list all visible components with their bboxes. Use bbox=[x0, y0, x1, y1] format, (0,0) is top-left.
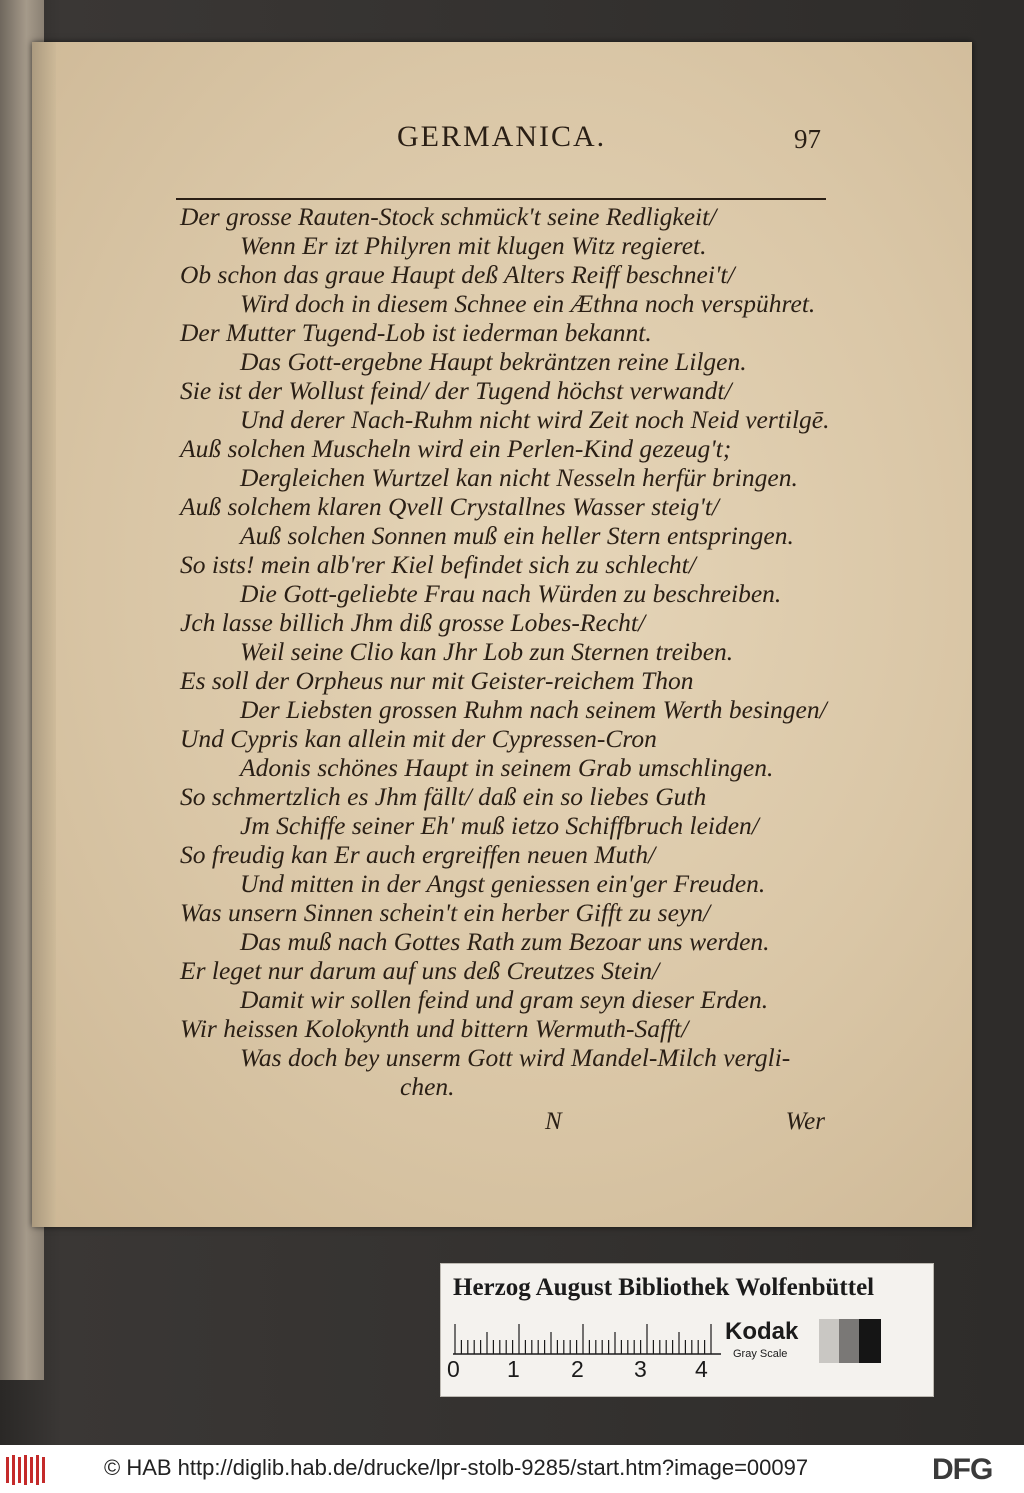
viewer-footer bbox=[0, 1445, 1024, 1493]
verse-line: Das muß nach Gottes Rath zum Bezoar uns werden. bbox=[240, 927, 770, 956]
verse-line: Und Cypris kan allein mit der Cypressen-Cron bbox=[180, 724, 657, 753]
ruler-number: 3 bbox=[634, 1356, 647, 1382]
color-reference-card bbox=[440, 1263, 934, 1397]
verse-line: So freudig kan Er auch ergreiffen neuen Muth/ bbox=[180, 840, 656, 869]
header-rule bbox=[176, 198, 826, 200]
verse-block bbox=[180, 202, 840, 1101]
verse-line: Auß solchem klaren Qvell Crystallnes Wasser steig't/ bbox=[180, 492, 719, 521]
verse-line: Weil seine Clio kan Jhr Lob zun Sternen treiben. bbox=[240, 637, 734, 666]
dfg-logo: DFG bbox=[932, 1453, 993, 1486]
verse-line: Die Gott-geliebte Frau nach Würden zu beschreiben. bbox=[240, 579, 782, 608]
verse-line: chen. bbox=[400, 1072, 455, 1101]
page-spine-shadow bbox=[32, 42, 56, 1227]
running-head: GERMANICA. bbox=[397, 120, 607, 153]
verse-line: Er leget nur darum auf uns deß Creutzes Stein/ bbox=[180, 956, 660, 985]
library-name: Herzog August Bibliothek Wolfenbüttel bbox=[453, 1274, 875, 1301]
ruler-number: 0 bbox=[447, 1356, 460, 1382]
kodak-logo: Kodak bbox=[725, 1318, 799, 1345]
verse-line: Und derer Nach-Ruhm nicht wird Zeit noch Neid vertilgē. bbox=[240, 405, 830, 434]
verse-line: Wird doch in diesem Schnee ein Æthna noch verspühret. bbox=[240, 289, 816, 318]
verse-line: Jch lasse billich Jhm diß grosse Lobes-Recht/ bbox=[180, 608, 646, 637]
verse-line: Adonis schönes Haupt in seinem Grab umschlingen. bbox=[240, 753, 774, 782]
signature-mark: N bbox=[545, 1108, 562, 1135]
verse-line: Der Mutter Tugend-Lob ist iederman bekannt. bbox=[180, 318, 652, 347]
verse-line: Wenn Er izt Philyren mit klugen Witz regieret. bbox=[240, 231, 707, 260]
verse-line: Was unsern Sinnen schein't ein herber Gifft zu seyn/ bbox=[180, 898, 711, 927]
gray-scale-label: Gray Scale bbox=[733, 1348, 788, 1360]
verse-line: Jm Schiffe seiner Eh' muß ietzo Schiffbruch leiden/ bbox=[240, 811, 759, 840]
hab-logo-icon bbox=[6, 1453, 50, 1487]
verse-line: Wir heissen Kolokynth und bittern Wermuth-Safft/ bbox=[180, 1014, 689, 1043]
verse-line: Dergleichen Wurtzel kan nicht Nesseln herfür bringen. bbox=[240, 463, 798, 492]
ruler-numbers bbox=[447, 1356, 737, 1386]
verse-line: Das Gott-ergebne Haupt bekräntzen reine Lilgen. bbox=[240, 347, 747, 376]
ruler-number: 2 bbox=[571, 1356, 584, 1382]
verse-line: So ists! mein alb'rer Kiel befindet sich zu schlecht/ bbox=[180, 550, 696, 579]
verse-line: Der Liebsten grossen Ruhm nach seinem Werth besingen/ bbox=[240, 695, 827, 724]
verse-line: Und mitten in der Angst geniessen ein'ger Freuden. bbox=[240, 869, 766, 898]
verse-line: Auß solchen Muscheln wird ein Perlen-Kind gezeug't; bbox=[180, 434, 732, 463]
ruler-number: 4 bbox=[695, 1356, 708, 1382]
page-footer-marks bbox=[180, 1108, 825, 1138]
verse-line: Der grosse Rauten-Stock schmück't seine Redligkeit/ bbox=[180, 202, 717, 231]
ruler-scale bbox=[453, 1320, 721, 1356]
verse-line: Was doch bey unserm Gott wird Mandel-Milch vergli- bbox=[240, 1043, 791, 1072]
verse-line: Es soll der Orpheus nur mit Geister-reichem Thon bbox=[180, 666, 694, 695]
verse-line: Damit wir sollen feind und gram seyn dieser Erden. bbox=[240, 985, 769, 1014]
verse-line: Sie ist der Wollust feind/ der Tugend höchst verwandt/ bbox=[180, 376, 732, 405]
page-number: 97 bbox=[794, 124, 821, 154]
verse-line: So schmertzlich es Jhm fällt/ daß ein so liebes Guth bbox=[180, 782, 707, 811]
catchword: Wer bbox=[785, 1108, 825, 1135]
verse-line: Ob schon das graue Haupt deß Alters Reiff beschnei't/ bbox=[180, 260, 735, 289]
ruler-number: 1 bbox=[507, 1356, 520, 1382]
verse-line: Auß solchen Sonnen muß ein heller Stern entspringen. bbox=[240, 521, 794, 550]
book-page bbox=[32, 42, 972, 1227]
gray-scale-patches bbox=[819, 1319, 881, 1363]
copyright-url[interactable]: © HAB http://diglib.hab.de/drucke/lpr-stolb-9285/start.htm?image=00097 bbox=[104, 1455, 809, 1480]
